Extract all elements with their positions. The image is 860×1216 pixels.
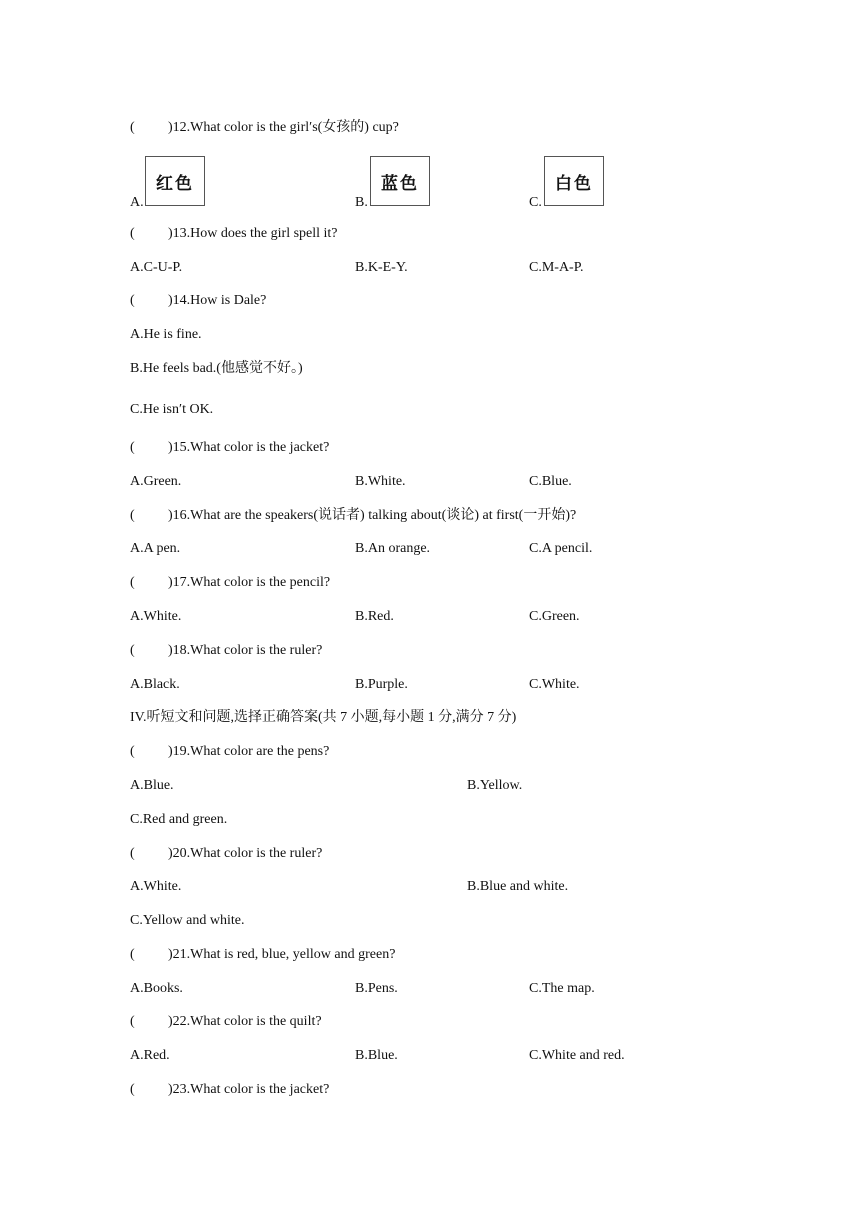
question-text: )17.What color is the pencil?: [168, 575, 331, 590]
option-b[interactable]: B.Purple.: [355, 677, 408, 692]
option-b[interactable]: B.Red.: [355, 609, 394, 624]
option-b[interactable]: B.Pens.: [355, 981, 398, 996]
option-b-letter: B.: [355, 195, 368, 210]
option-b[interactable]: B.He feels bad.(他感觉不好。): [130, 361, 303, 376]
question-text: )15.What color is the jacket?: [168, 440, 330, 455]
option-c-letter: C.: [529, 195, 542, 210]
option-b[interactable]: B.White.: [355, 474, 406, 489]
option-a[interactable]: A.White.: [130, 609, 182, 624]
option-a[interactable]: A.Books.: [130, 981, 183, 996]
question-23: [130, 1081, 329, 1099]
option-b[interactable]: B.Blue.: [355, 1048, 398, 1063]
question-13: [130, 225, 338, 243]
question-16: [130, 507, 576, 525]
option-b[interactable]: B.K-E-Y.: [355, 260, 408, 275]
option-c[interactable]: C.He isn′t OK.: [130, 402, 214, 417]
question-text: )20.What color is the ruler?: [168, 846, 323, 861]
option-c[interactable]: C.The map.: [529, 981, 595, 996]
question-text: )19.What color are the pens?: [168, 744, 330, 759]
answer-blank[interactable]: (: [130, 120, 135, 135]
question-15: [130, 439, 329, 457]
answer-blank[interactable]: (: [130, 293, 135, 308]
answer-blank[interactable]: (: [130, 1014, 135, 1029]
option-a-color-card[interactable]: 红色: [145, 156, 205, 206]
question-text: )12.What color is the girl′s(女孩的) cup?: [168, 120, 399, 135]
question-20: [130, 845, 322, 863]
option-a[interactable]: A.Red.: [130, 1048, 170, 1063]
answer-blank[interactable]: (: [130, 440, 135, 455]
option-a[interactable]: A.C-U-P.: [130, 260, 183, 275]
answer-blank[interactable]: (: [130, 508, 135, 523]
answer-blank[interactable]: (: [130, 1082, 135, 1097]
answer-blank[interactable]: (: [130, 846, 135, 861]
option-c[interactable]: C.A pencil.: [529, 541, 593, 556]
question-text: )18.What color is the ruler?: [168, 643, 323, 658]
answer-blank[interactable]: (: [130, 575, 135, 590]
option-c[interactable]: C.White.: [529, 677, 580, 692]
answer-blank[interactable]: (: [130, 744, 135, 759]
question-21: [130, 946, 395, 964]
question-19: [130, 743, 329, 761]
answer-blank[interactable]: (: [130, 947, 135, 962]
question-text: )23.What color is the jacket?: [168, 1082, 330, 1097]
question-text: )16.What are the speakers(说话者) talking about(谈论) at first(一开始)?: [168, 508, 577, 523]
section-heading: IV.听短文和问题,选择正确答案(共 7 小题,每小题 1 分,满分 7 分): [130, 710, 517, 725]
answer-blank[interactable]: (: [130, 643, 135, 658]
question-text: )14.How is Dale?: [168, 293, 267, 308]
option-a[interactable]: A.Black.: [130, 677, 180, 692]
question-text: )13.How does the girl spell it?: [168, 226, 338, 241]
option-c[interactable]: C.Red and green.: [130, 812, 228, 827]
option-c-color-card[interactable]: 白色: [544, 156, 604, 206]
question-text: )21.What is red, blue, yellow and green?: [168, 947, 396, 962]
option-a[interactable]: A.He is fine.: [130, 327, 202, 342]
answer-blank[interactable]: (: [130, 226, 135, 241]
option-b-color-card[interactable]: 蓝色: [370, 156, 430, 206]
question-22: [130, 1013, 322, 1031]
option-a-letter: A.: [130, 195, 144, 210]
option-c[interactable]: C.Blue.: [529, 474, 572, 489]
option-a[interactable]: A.Blue.: [130, 778, 174, 793]
question-text: )22.What color is the quilt?: [168, 1014, 322, 1029]
question-12: [130, 119, 399, 137]
option-a[interactable]: A.White.: [130, 879, 182, 894]
option-b[interactable]: B.Yellow.: [467, 778, 523, 793]
option-b[interactable]: B.An orange.: [355, 541, 431, 556]
option-c[interactable]: C.White and red.: [529, 1048, 625, 1063]
option-b[interactable]: B.Blue and white.: [467, 879, 569, 894]
option-a[interactable]: A.A pen.: [130, 541, 181, 556]
question-14: [130, 292, 266, 310]
option-c[interactable]: C.M-A-P.: [529, 260, 584, 275]
question-17: [130, 574, 330, 592]
option-a[interactable]: A.Green.: [130, 474, 182, 489]
question-18: [130, 642, 322, 660]
option-c[interactable]: C.Green.: [529, 609, 580, 624]
option-c[interactable]: C.Yellow and white.: [130, 913, 245, 928]
